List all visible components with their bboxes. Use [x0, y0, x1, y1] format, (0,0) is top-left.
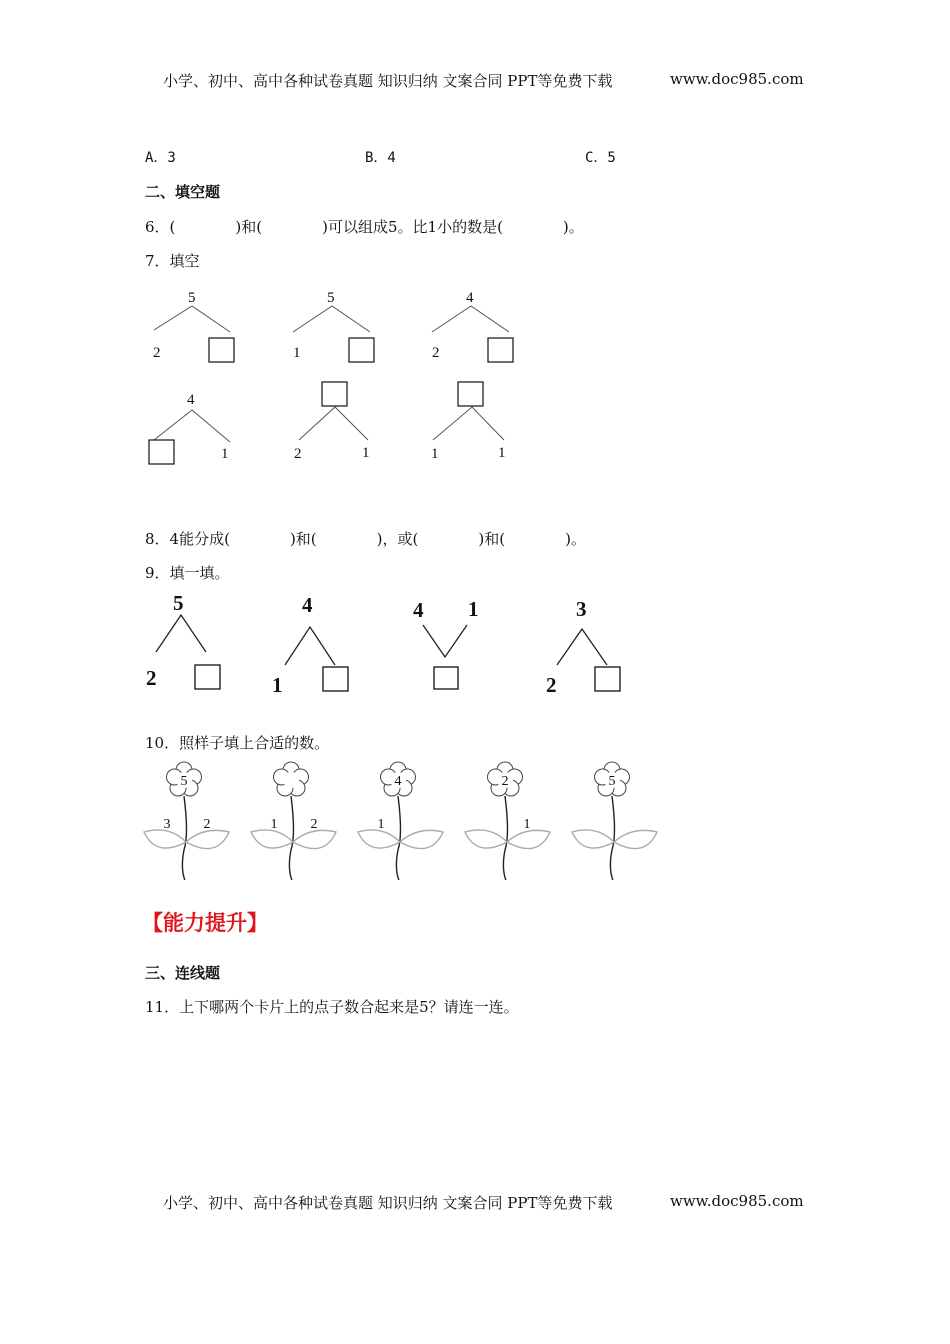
q6-part1: (	[169, 218, 176, 236]
q7-t3-left: 2	[432, 345, 440, 361]
answer-box	[195, 665, 220, 689]
q9-t4-left: 2	[546, 673, 557, 697]
q7-number-trees	[0, 280, 950, 480]
question-11: 11．上下哪两个卡片上的点子数合起来是5？请连一连。	[145, 998, 519, 1016]
q7-t5-left: 2	[294, 446, 302, 462]
flower-2-left-leaf: 1	[270, 817, 278, 832]
answer-box	[322, 382, 347, 406]
q7-t3-top: 4	[466, 290, 474, 306]
q7-t1-top: 5	[188, 290, 196, 306]
option-c: C．5	[585, 150, 616, 166]
q7-t2-left: 1	[293, 345, 301, 361]
answer-box	[488, 338, 513, 362]
q9-number-trees	[0, 590, 950, 700]
answer-box	[595, 667, 620, 691]
flower-3-left-leaf: 1	[377, 817, 385, 832]
q8-part3: )，或(	[376, 530, 419, 548]
q7-t6-left: 1	[431, 446, 439, 462]
page-footer	[163, 1192, 804, 1213]
answer-box	[323, 667, 348, 691]
q9-t3-top-left: 4	[413, 598, 424, 622]
q8-part1: 4能分成(	[169, 530, 230, 548]
q8-part4: )和(	[478, 530, 506, 548]
flower-3-center: 4	[394, 774, 402, 789]
q6-part2: )和(	[235, 218, 263, 236]
q9-t1-top: 5	[173, 591, 184, 615]
q9-t1-left: 2	[146, 666, 157, 690]
option-a: A．3	[145, 150, 176, 166]
flower-5-center: 5	[608, 774, 616, 789]
q7-t4-right: 1	[221, 446, 229, 462]
footer-site[interactable]: www.doc985.com	[670, 1192, 804, 1210]
q6-part4: )。	[562, 218, 584, 236]
answer-box	[458, 382, 483, 406]
footer-text: 小学、初中、高中各种试卷真题 知识归纳 文案合同 PPT等免费下载	[163, 1194, 613, 1212]
flower-4-right-leaf: 1	[523, 817, 531, 832]
flower-4-center: 2	[501, 774, 509, 789]
answer-box	[434, 667, 458, 689]
q9-t3-top-right: 1	[468, 597, 479, 621]
answer-box	[349, 338, 374, 362]
q7-t6-right: 1	[498, 445, 506, 461]
flower-2	[251, 762, 336, 880]
answer-box	[149, 440, 174, 464]
question-10: 10．照样子填上合适的数。	[145, 734, 330, 752]
q8-num: 8．	[145, 530, 170, 548]
section-matching-title: 三、连线题	[145, 964, 221, 982]
q9-t2-left: 1	[272, 673, 283, 697]
q6-part3: )可以组成5。比1小的数是(	[322, 218, 503, 236]
flower-1-right-leaf: 2	[203, 817, 211, 832]
q9-t2-top: 4	[302, 593, 313, 617]
question-7: 7．填空	[145, 252, 200, 270]
q6-num: 6．	[145, 218, 170, 236]
flower-1-left-leaf: 3	[163, 817, 171, 832]
header-site[interactable]: www.doc985.com	[670, 70, 804, 88]
page-header	[163, 70, 804, 91]
question-6	[145, 216, 584, 237]
question-9: 9．填一填。	[145, 564, 230, 582]
ability-boost-heading: 【能力提升】	[142, 911, 268, 935]
header-text: 小学、初中、高中各种试卷真题 知识归纳 文案合同 PPT等免费下载	[163, 72, 613, 90]
q7-t2-top: 5	[327, 290, 335, 306]
section-fill-in-title: 二、填空题	[145, 183, 221, 201]
flower-2-right-leaf: 2	[310, 817, 318, 832]
question-8	[145, 528, 586, 549]
q7-t4-top: 4	[187, 392, 195, 408]
answer-box	[209, 338, 234, 362]
option-b: B．4	[365, 150, 396, 166]
q10-flowers	[0, 755, 950, 880]
flower-1-center: 5	[180, 774, 188, 789]
q9-t4-top: 3	[576, 597, 587, 621]
q7-t5-right: 1	[362, 445, 370, 461]
q7-t1-left: 2	[153, 345, 161, 361]
q8-part2: )和(	[289, 530, 317, 548]
q8-part5: )。	[565, 530, 586, 548]
